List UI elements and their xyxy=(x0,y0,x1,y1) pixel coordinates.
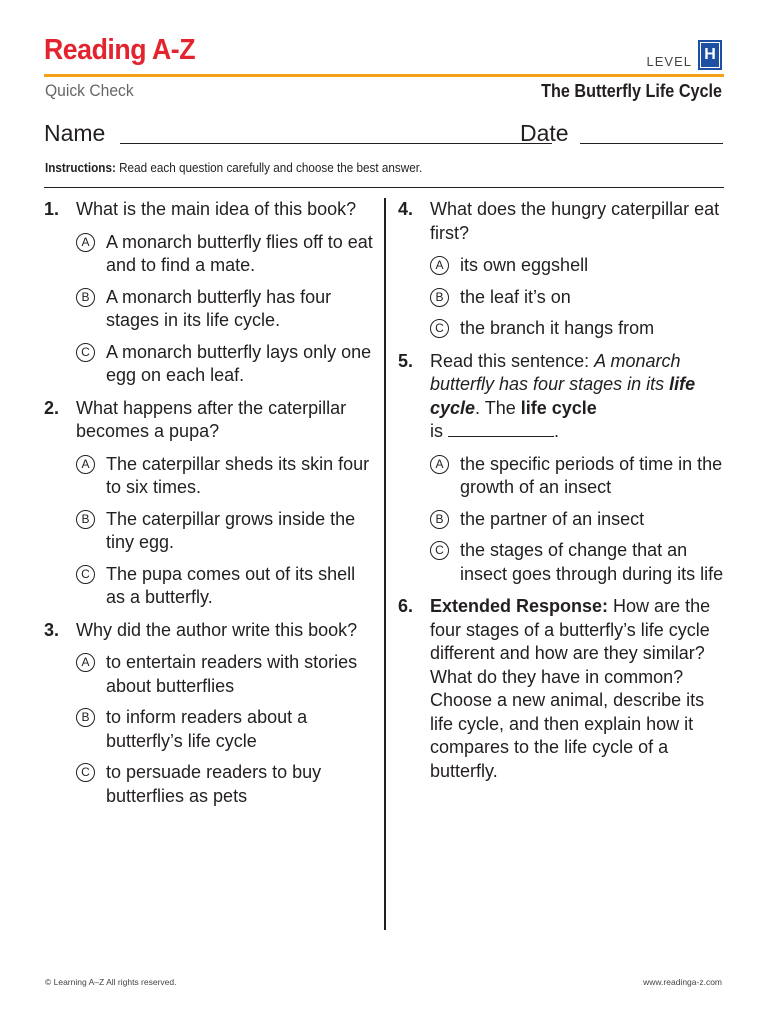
question-number: 2. xyxy=(44,397,60,418)
instructions-rule xyxy=(44,187,724,188)
answer-option-c[interactable] xyxy=(430,539,728,586)
question-intro: Read this sentence: xyxy=(430,350,595,371)
term-bold: life cycle xyxy=(520,397,597,418)
answer-bubble[interactable]: A xyxy=(76,653,95,672)
name-label: Name xyxy=(44,120,106,146)
answer-text: the stages of change that an insect goes through during its life xyxy=(460,540,724,584)
answer-option-a[interactable] xyxy=(430,453,728,500)
answer-bubble[interactable]: A xyxy=(430,455,449,474)
answer-option-c[interactable] xyxy=(76,761,374,808)
answer-option-a[interactable] xyxy=(430,254,728,278)
right-column xyxy=(398,198,728,792)
level-badge xyxy=(698,40,722,70)
instructions xyxy=(45,160,422,175)
answer-text: The caterpillar grows inside the tiny egg. xyxy=(106,508,356,552)
answer-text: The pupa comes out of its shell as a butterfly. xyxy=(106,563,356,607)
answer-bubble[interactable]: A xyxy=(76,233,95,252)
reading-az-logo: Reading A-Z xyxy=(44,34,196,66)
date-label: Date xyxy=(520,120,569,146)
answer-text: The caterpillar sheds its skin four to six times. xyxy=(106,453,370,497)
answer-option-a[interactable] xyxy=(76,453,374,500)
answer-text: the leaf it’s on xyxy=(460,286,571,307)
website-url: www.readinga-z.com xyxy=(643,977,722,987)
question-text: What is the main idea of this book? xyxy=(76,199,357,219)
answer-bubble[interactable]: B xyxy=(430,510,449,529)
answer-option-b[interactable] xyxy=(76,286,374,333)
answer-bubble[interactable]: C xyxy=(76,343,95,362)
answer-option-c[interactable] xyxy=(76,563,374,610)
copyright: © Learning A–Z All rights reserved. xyxy=(45,977,177,987)
answer-bubble[interactable]: C xyxy=(430,541,449,560)
fill-in-blank xyxy=(448,420,554,437)
sentence-end: . The xyxy=(475,397,521,418)
book-title: The Butterfly Life Cycle xyxy=(541,81,722,101)
answer-bubble[interactable]: C xyxy=(76,763,95,782)
answer-text: the branch it hangs from xyxy=(460,318,655,338)
left-column xyxy=(44,198,374,817)
answer-bubble[interactable]: A xyxy=(76,455,95,474)
question-number: 1. xyxy=(44,199,60,219)
answer-text: A monarch butterfly has four stages in its life cycle. xyxy=(106,286,332,330)
answer-bubble[interactable]: C xyxy=(430,319,449,338)
answer-bubble[interactable]: B xyxy=(76,708,95,727)
question-text: What does the hungry caterpillar eat first? xyxy=(430,199,720,243)
answer-text: A monarch butterfly flies off to eat and to find a mate. xyxy=(106,231,373,275)
answer-bubble[interactable]: C xyxy=(76,565,95,584)
name-date-row xyxy=(44,118,724,148)
level-indicator xyxy=(647,40,722,70)
header-rule xyxy=(44,74,724,77)
answer-text: the specific periods of time in the growth of an insect xyxy=(460,453,723,497)
question-number: 4. xyxy=(398,199,414,219)
question-text xyxy=(430,350,728,444)
question-3 xyxy=(44,619,374,809)
instructions-label: Instructions: xyxy=(45,160,116,175)
answer-bubble[interactable]: B xyxy=(76,510,95,529)
extended-response-prompt: How are the four stages of a butterfly’s life cycle different and how are they similar? What do they have in common? Choose a new animal, describe its life cycle, and then explain how it compares to the life cycle of a butterfly. xyxy=(430,596,711,781)
answer-bubble[interactable]: B xyxy=(76,288,95,307)
worksheet-type: Quick Check xyxy=(45,81,134,100)
answer-option-b[interactable] xyxy=(76,706,374,753)
question-2 xyxy=(44,397,374,610)
date-field[interactable] xyxy=(580,143,723,144)
question-text: Why did the author write this book? xyxy=(76,619,358,640)
answer-option-b[interactable] xyxy=(430,286,728,310)
quoted-sentence: A monarch butterfly has four stages in its xyxy=(430,350,681,394)
question-number: 3. xyxy=(44,619,60,640)
level-letter: H xyxy=(701,43,719,67)
column-divider xyxy=(384,198,386,930)
answer-text: A monarch butterfly lays only one egg on each leaf. xyxy=(106,341,372,385)
answer-bubble[interactable]: A xyxy=(430,256,449,275)
extended-response-label: Extended Response: xyxy=(430,596,609,616)
level-label: LEVEL xyxy=(646,54,692,69)
answer-option-c[interactable] xyxy=(76,341,374,388)
answer-text: to persuade readers to buy butterflies as pets xyxy=(106,762,322,806)
answer-option-c[interactable] xyxy=(430,317,728,341)
answer-text: to entertain readers with stories about butterflies xyxy=(106,652,358,696)
answer-text: the partner of an insect xyxy=(460,508,645,529)
instructions-text: Read each question carefully and choose the best answer. xyxy=(115,160,423,175)
question-6 xyxy=(398,595,728,783)
question-4 xyxy=(398,198,728,341)
blank-period: . xyxy=(554,421,560,441)
answer-option-a[interactable] xyxy=(76,231,374,278)
is-text: is xyxy=(430,421,448,441)
answer-option-a[interactable] xyxy=(76,651,374,698)
question-number: 5. xyxy=(398,350,414,371)
answer-text: its own eggshell xyxy=(460,255,589,275)
question-text: What happens after the caterpillar becomes a pupa? xyxy=(76,397,347,441)
question-text xyxy=(430,595,728,783)
answer-text: to inform readers about a butterfly’s life cycle xyxy=(106,707,308,751)
question-number: 6. xyxy=(398,596,414,616)
quoted-term: life cycle xyxy=(430,374,696,418)
question-1 xyxy=(44,198,374,388)
answer-bubble[interactable]: B xyxy=(430,288,449,307)
name-field[interactable] xyxy=(120,143,552,144)
answer-option-b[interactable] xyxy=(430,508,728,532)
question-5 xyxy=(398,350,728,587)
answer-option-b[interactable] xyxy=(76,508,374,555)
